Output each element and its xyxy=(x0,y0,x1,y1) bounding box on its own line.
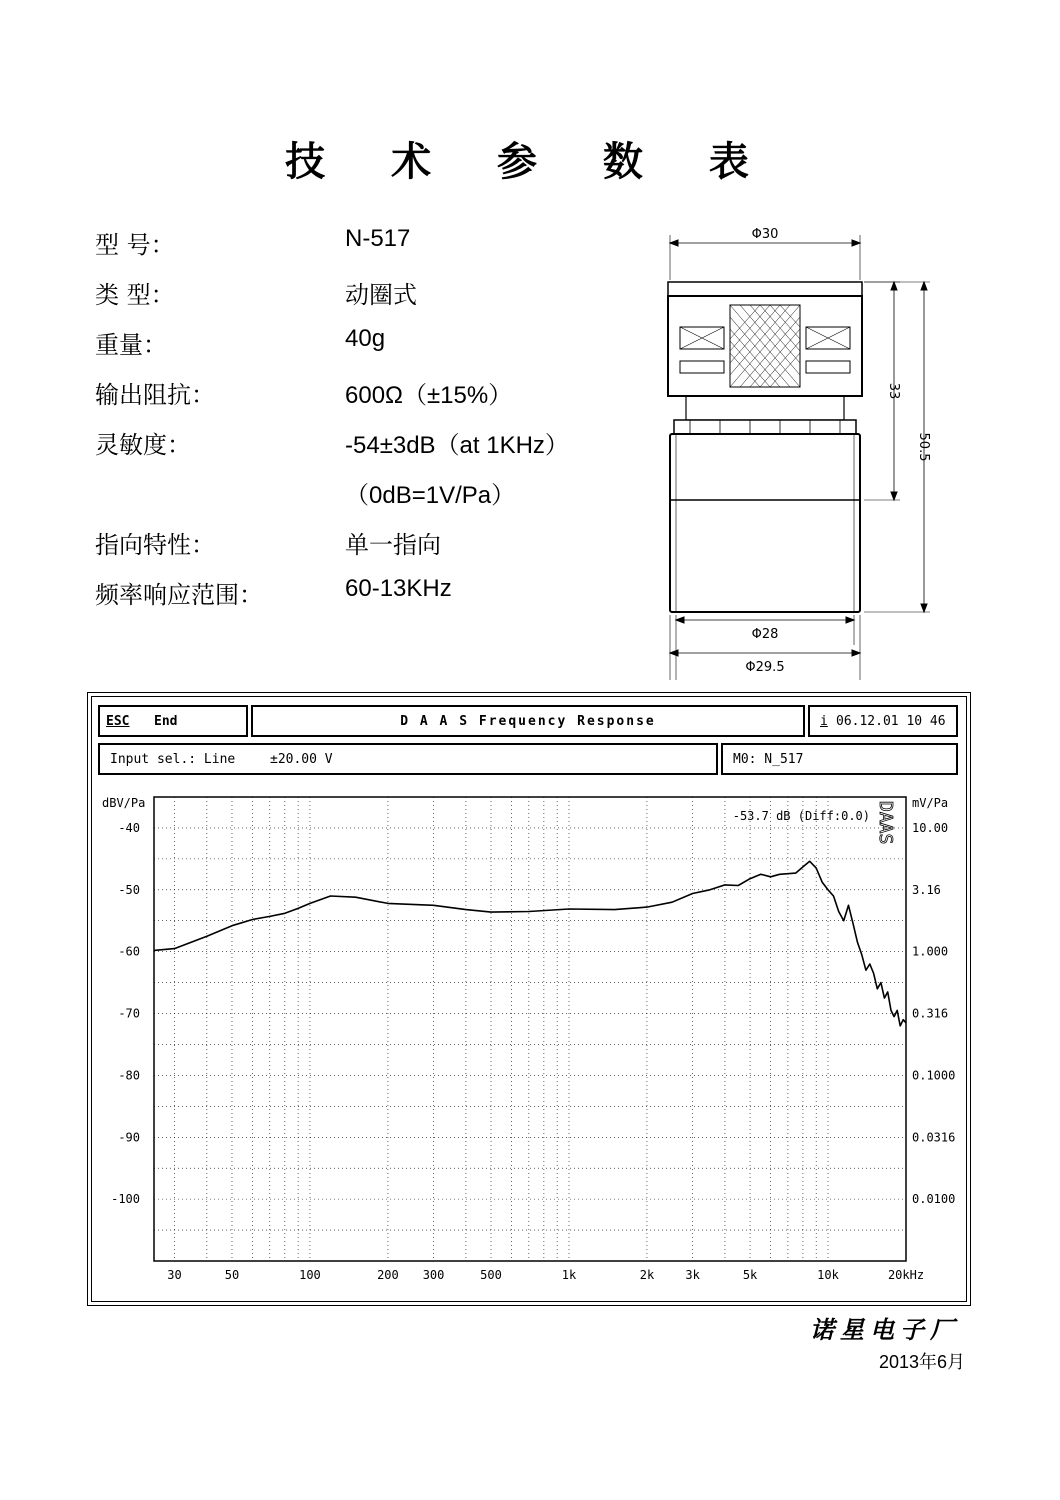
daas-logo: DAAS xyxy=(875,801,896,845)
frequency-response-chart xyxy=(88,693,970,1305)
plot-area xyxy=(154,797,906,1261)
datetime: 06.12.01 10 46 xyxy=(836,714,946,729)
dim-top-label: Φ30 xyxy=(751,227,779,242)
y-tick-label-left: -70 xyxy=(118,1006,140,1021)
x-tick-label: 300 xyxy=(422,1268,445,1282)
y-tick-label-right: 10.00 xyxy=(912,820,949,835)
y-tick-label-left: -90 xyxy=(118,1130,140,1145)
x-tick-label: 100 xyxy=(299,1268,321,1282)
document-date: 2013年6月 xyxy=(878,1352,965,1372)
dim-right-inner-label: 33 xyxy=(886,382,901,400)
analyzer-screen xyxy=(87,692,971,1306)
y-tick-label-left: -40 xyxy=(118,820,140,835)
y-tick-label-left: -50 xyxy=(118,882,140,897)
x-tick-label: 200 xyxy=(377,1268,399,1282)
spec-value: 60-13KHz xyxy=(345,575,452,602)
y-tick-label-right: 3.16 xyxy=(912,882,941,897)
spec-value: -54±3dB（at 1KHz） xyxy=(345,432,569,459)
x-tick-label: 3k xyxy=(685,1268,700,1282)
x-tick-label: 50 xyxy=(224,1268,240,1282)
spec-label: 输出阻抗： xyxy=(95,381,215,409)
spec-row xyxy=(95,275,655,315)
spec-label: 重量： xyxy=(95,331,167,359)
dim-right-outer-label: 50.5 xyxy=(916,432,931,462)
spec-value: 单一指向 xyxy=(345,532,441,559)
y-tick-label-right: 0.0316 xyxy=(912,1130,956,1145)
input-range: ±20.00 V xyxy=(270,752,333,767)
input-sel: Input sel.: Line xyxy=(110,752,236,767)
y-tick-label-right: 0.0100 xyxy=(912,1192,956,1207)
spec-row xyxy=(95,225,655,265)
spec-value: （0dB=1V/Pa） xyxy=(345,482,516,509)
dim-bottom-outer-label: Φ29.5 xyxy=(745,660,785,675)
spec-value: 600Ω（±15%） xyxy=(345,382,513,409)
spec-row xyxy=(95,525,655,565)
memory-label: M0: N_517 xyxy=(733,752,804,767)
spec-row xyxy=(95,425,655,465)
dim-bottom-inner-label: Φ28 xyxy=(751,627,779,642)
info-icon[interactable]: i xyxy=(820,714,828,729)
spec-label: 指向特性： xyxy=(95,531,215,559)
y-axis-label-right: mV/Pa xyxy=(912,796,949,810)
x-tick-label: 1k xyxy=(561,1268,577,1282)
spec-value: 40g xyxy=(345,325,386,352)
x-tick-label: 2k xyxy=(639,1268,655,1282)
x-tick-label: 500 xyxy=(480,1268,502,1282)
x-tick-label: 20kHz xyxy=(887,1268,925,1282)
spec-value: 动圈式 xyxy=(345,282,417,309)
y-tick-label-right: 0.1000 xyxy=(912,1068,956,1083)
spec-value: N-517 xyxy=(345,225,411,252)
y-tick-label-right: 1.000 xyxy=(912,944,949,959)
x-tick-label: 5k xyxy=(742,1268,758,1282)
y-tick-label-left: -80 xyxy=(118,1068,140,1083)
spec-row xyxy=(95,375,655,415)
spec-row xyxy=(95,575,655,615)
x-tick-label: 10k xyxy=(817,1268,839,1282)
spec-row xyxy=(95,475,655,515)
y-tick-label-left: -60 xyxy=(118,944,140,959)
spec-label: 类 型： xyxy=(95,281,175,309)
factory-name: 诺星电子厂 xyxy=(810,1315,960,1344)
readout: -53.7 dB (Diff:0.0) xyxy=(732,809,870,823)
y-axis-label-left: dBV/Pa xyxy=(102,796,146,810)
header-title: D A A S Frequency Response xyxy=(400,714,656,729)
x-tick-label: 30 xyxy=(167,1268,182,1282)
esc-button[interactable]: ESC xyxy=(106,714,130,729)
page-title: 技 术 参 数 表 xyxy=(285,138,775,185)
end-button[interactable]: End xyxy=(154,714,178,729)
spec-label: 频率响应范围： xyxy=(95,581,263,609)
spec-label: 灵敏度： xyxy=(95,431,191,459)
spec-label: 型 号： xyxy=(95,231,175,259)
microphone-cartridge-drawing xyxy=(660,225,940,685)
y-tick-label-right: 0.316 xyxy=(912,1006,949,1021)
y-tick-label-left: -100 xyxy=(111,1192,140,1207)
spec-row xyxy=(95,325,655,365)
